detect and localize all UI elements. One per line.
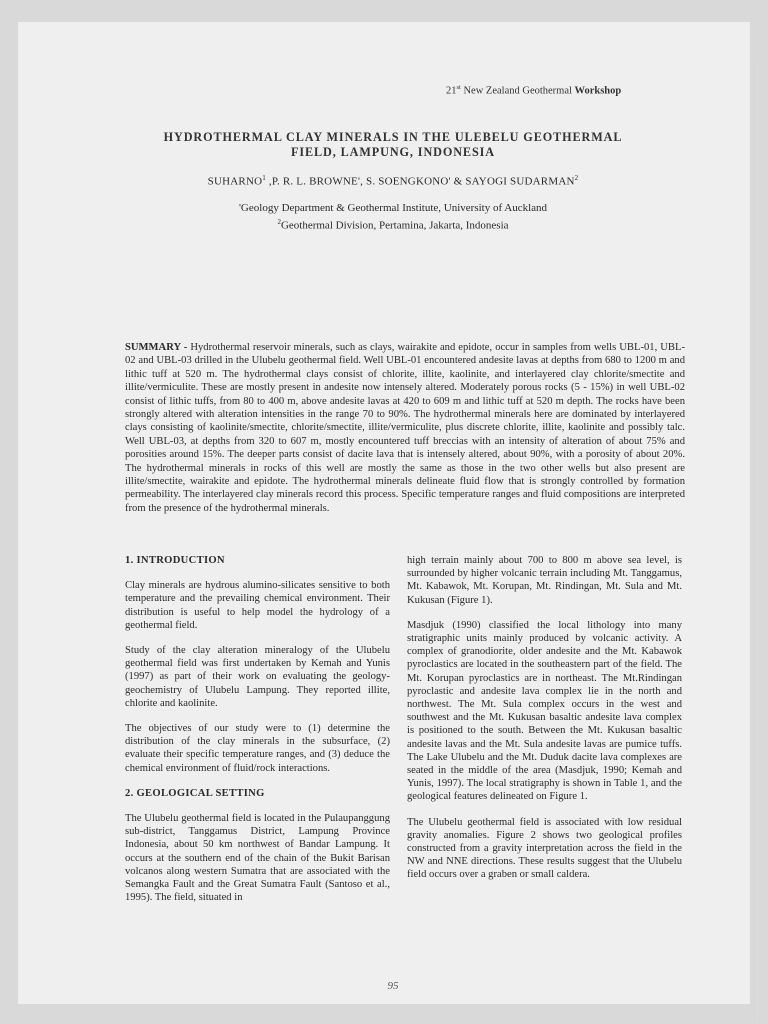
scan-edge-line (757, 62, 758, 1022)
summary-text: Hydrothermal reservoir minerals, such as clays, wairakite and epidote, occur in samples from wells UBL-01, UBL-02 and UBL-03 drilled in the Ulubelu geothermal field. Well UBL-01 encountered andesite lavas at depths from 680 to 1200 m and lithic tuff at 520 m. The hydrothermal clays consist of chlorite, illite, kaolinite, and interlayered clay chlorite/smectite and illite/vermiculite. These are mostly present in andesite now intensely altered. Moderately porous rocks (5 - 15%) in well UBL-02 consist of lithic tuffs, from 80 to 400 m, above andesite lavas at 420 to 609 m and lithic tuff at 520 m depth. The rocks have been strongly altered with alteration intensities in the range 70 to 90%. The hydrothermal minerals here are dominated by interlayered clays consisting of kaolinite/smectite, chlorite/smectite, illite/vermiculite, plus discrete chlorite, illite, kaolinite and possibly talc. Well UBL-03, at depths from 320 to 607 m, mostly encountered tuff breccias with an intensity of alteration of about 75% and porosities around 15%. The deeper parts consist of dacite lava that is intensely altered, about 90%, with a porosity of about 20%. The hydrothermal minerals in rocks of this well are mostly the same as those in the two other wells but also present are illite/smectite, wairakite and epidote. The hydrothermal minerals delineate fluid flow that is strongly controlled by formation permeability. The interlayered clay minerals record this process. Specific temperature ranges and fluid compositions are interpreted from the presence of the hydrothermal minerals. (125, 342, 685, 514)
workshop-bold: Workshop (574, 85, 622, 97)
intro-paragraph-3: The objectives of our study were to (1) determine the distribution of the clay minerals in the subsurface, (2) evaluate their specific temperature ranges, and (3) deduce the chemical environment of fluid/rock interactions. (125, 723, 390, 774)
author-1-affil: 1 (262, 174, 266, 182)
affiliation-2-text: Geothermal Division, Pertamina, Jakarta, Indonesia (280, 219, 509, 232)
affiliation-1: 'Geology Department & Geothermal Institute, University of Auckland (238, 202, 548, 214)
author-last-affil: 2 (574, 174, 579, 182)
geology-paragraph-3: Masdjuk (1990) classified the local lithology into many stratigraphic units mainly produced by volcanic activity. A complex of granodiorite, older andesite and the Mt. Kabawok pyroclastics are located in the southeastern part of the field. The Mt. Korupan pyroclastics are in northeast. The Mt.Rindingan pyroclastic and andesite lava complex lie in the north and northwest. The Mt. Sula complex occurs in the west and southwest and the Mt. Kukusan basaltic andesite lava complex is positioned to the south. Between the Mt. Kukusan basaltic andesite lavas and the Mt. Sula andesite lavas are pumice tuffs. The Lake Ulubelu and the Mt. Duduk dacite lava complexes are seated in the middle of the area (Masdjuk, 1990; Kemah and Yunis, 1997). The local stratigraphy is shown in Table 1, and the geological features delineated on Figure 1. (407, 619, 682, 803)
title-line-2: FIELD, LAMPUNG, INDONESIA (291, 145, 495, 159)
affiliation-2-mark: 2 (277, 217, 281, 226)
geology-paragraph-2: high terrain mainly about 700 to 800 m above sea level, is surrounded by higher volcanic terrain including Mt. Tanggamus, Mt. Kabawok, Mt. Korupan, Mt. Rindingan, Mt. Sula and Mt. Kukusan (Figure 1). (407, 555, 682, 606)
workshop-header (446, 84, 676, 97)
intro-paragraph-1: Clay minerals are hydrous alumino-silicates sensitive to both temperature and the prevailing chemical environment. Their distribution is useful to help model the hydrology of a geothermal field. (125, 580, 390, 631)
left-column (125, 554, 390, 916)
author-1: SUHARNO (207, 175, 263, 188)
affiliations (118, 202, 668, 233)
paper-page (18, 22, 750, 1004)
section-heading-geological-setting: 2. GEOLOGICAL SETTING (125, 787, 265, 799)
author-others: ,P. R. L. BROWNE', S. SOENGKONO' & SAYOGI SUDARMAN (265, 175, 575, 188)
geology-paragraph-4: The Ulubelu geothermal field is associated with low residual gravity anomalies. Figure 2 shows two geological profiles constructed from a gravity interpretation across the field in the NW and NNE directions. These results suggest that the Ulubelu field occurs over a graben or small caldera. (407, 816, 682, 881)
summary-label: SUMMARY - (125, 342, 188, 353)
intro-paragraph-2: Study of the clay alteration mineralogy of the Ulubelu geothermal field was first undertaken by Kemah and Yunis (1997) as part of their work on evaluating the geology-geochemistry of Ulubelu Lampung. They reported illite, chlorite and kaolinite. (125, 645, 390, 709)
section-heading-introduction: 1. INTRODUCTION (125, 555, 225, 566)
page-number: 95 (387, 980, 399, 992)
workshop-ordinal: 21 (446, 85, 457, 97)
right-column (407, 554, 682, 894)
affiliation-2 (118, 216, 668, 233)
summary-paragraph (125, 341, 685, 515)
title-line-1: HYDROTHERMAL CLAY MINERALS IN THE ULEBELU GEOTHERMAL (163, 130, 623, 144)
workshop-name: New Zealand Geothermal (460, 85, 575, 97)
author-list (118, 174, 668, 188)
paper-title (118, 130, 668, 160)
geology-paragraph-1: The Ulubelu geothermal field is located in the Pulaupanggung sub-district, Tanggamus District, Lampung Province Indonesia, about 50 km northwest of Bandar Lampung. It occurs at the southern end of the chain of the Bukit Barisan volcanos along western Sumatra that are associated with the Semangka Fault and the Great Sumatra Fault (Santoso et al., 1995). The field, situated in (125, 813, 390, 904)
workshop-ordinal-suffix: st (456, 84, 461, 91)
